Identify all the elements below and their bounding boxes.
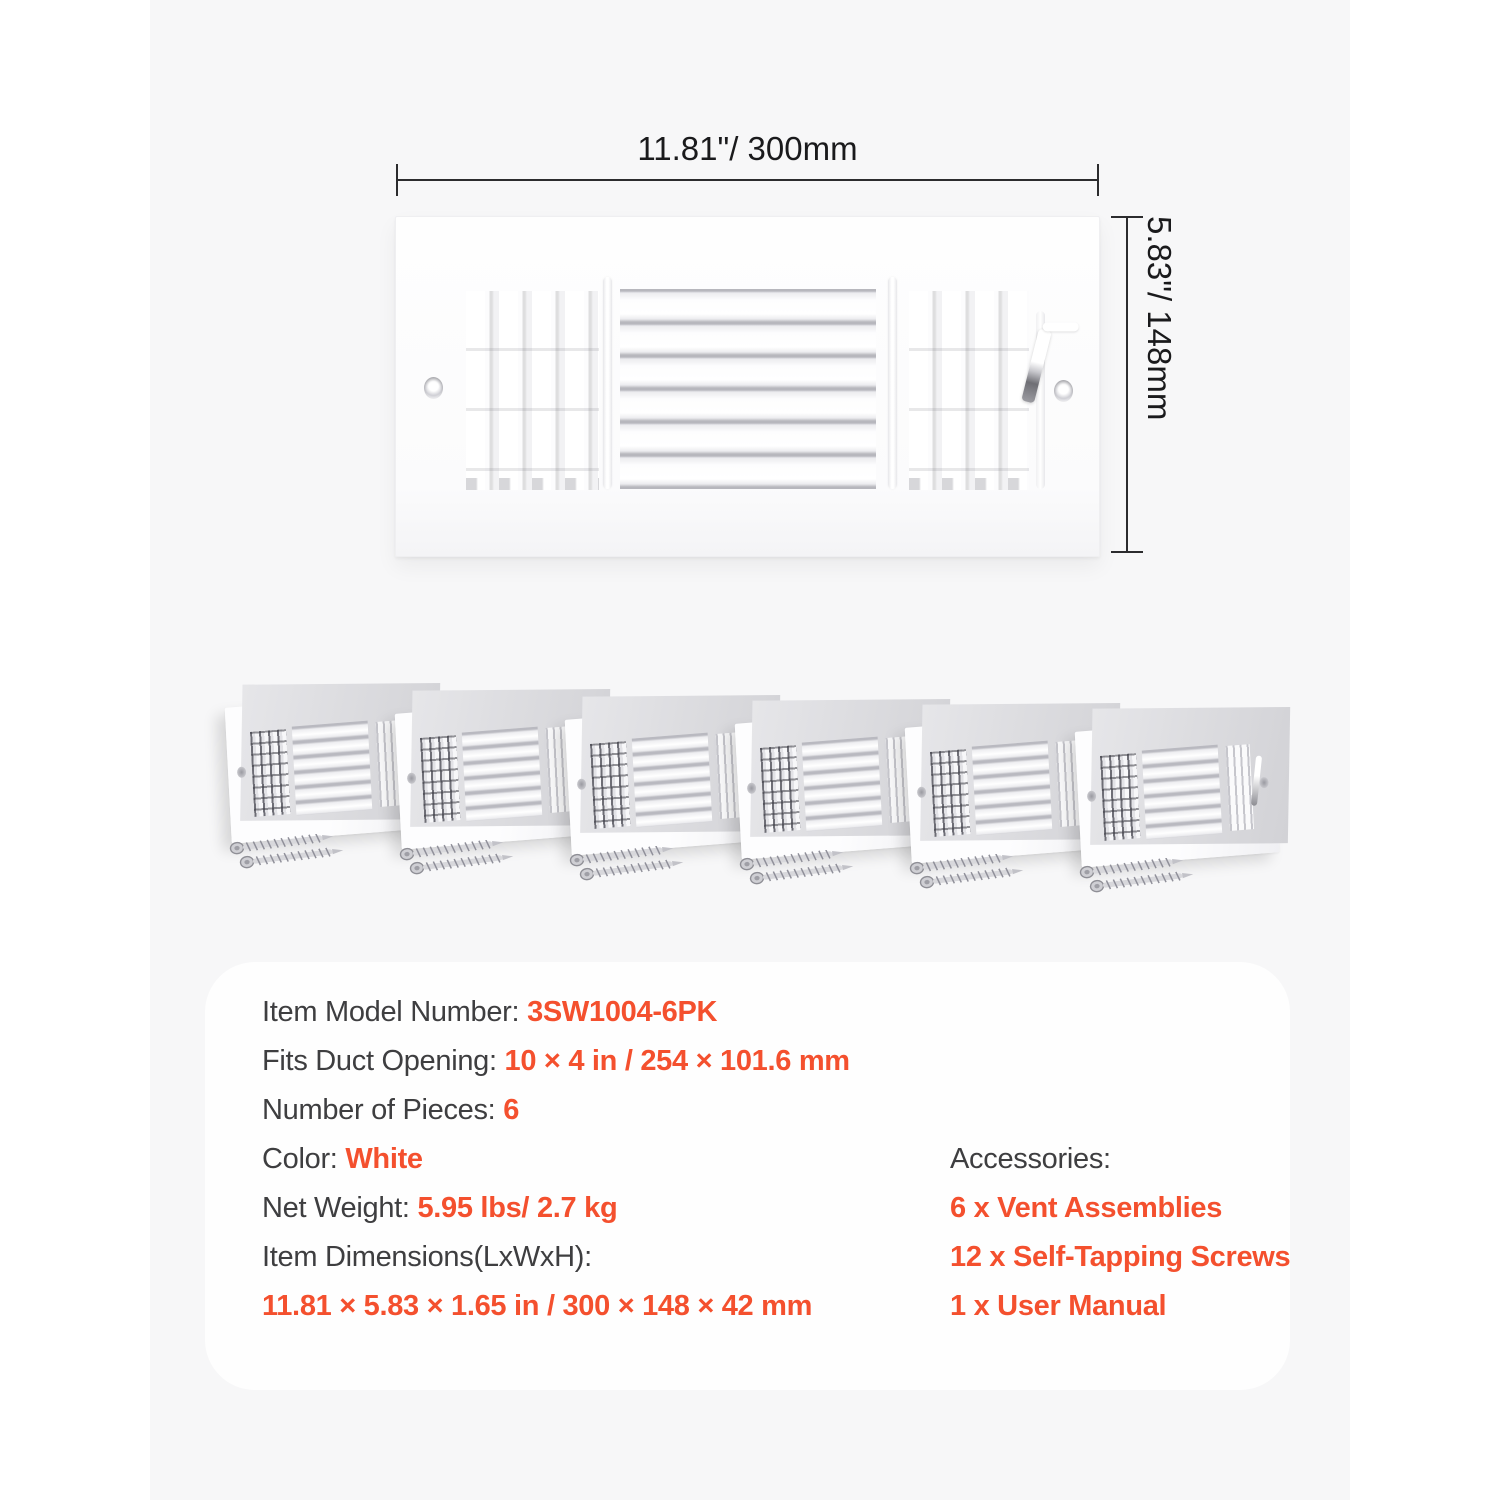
accessory-item: 1 x User Manual — [950, 1290, 1167, 1322]
vent-register-front-view — [395, 216, 1100, 557]
spec-label: Net Weight: — [262, 1192, 418, 1224]
dimension-tick — [1097, 164, 1099, 196]
spec-label: Item Dimensions(LxWxH): — [262, 1241, 592, 1273]
spec-label: Item Model Number: — [262, 996, 528, 1028]
accessory-item: 6 x Vent Assemblies — [950, 1192, 1223, 1224]
accessory-item: 12 x Self-Tapping Screws — [950, 1241, 1291, 1273]
dimension-tick — [396, 164, 398, 196]
spec-row-color — [262, 1139, 423, 1179]
spec-value: White — [345, 1143, 423, 1175]
width-dimension-label: 11.81"/ 300mm — [637, 130, 858, 167]
height-dimension-label: 5.83"/ 148mm — [1141, 216, 1178, 421]
spec-value: 6 — [503, 1094, 520, 1126]
height-dimension-line — [1126, 216, 1128, 553]
screw-hole — [424, 377, 443, 399]
left-vertical-louvers — [466, 291, 599, 490]
spec-row-net-weight — [262, 1188, 617, 1228]
spec-row-dimensions-label — [262, 1237, 592, 1277]
panel-divider — [603, 277, 612, 489]
panel-divider — [888, 277, 897, 489]
dimension-tick — [1111, 551, 1143, 553]
spec-label: Color: — [262, 1143, 346, 1175]
spec-label: Number of Pieces: — [262, 1094, 504, 1126]
center-horizontal-louvers — [620, 289, 876, 489]
spec-label: Fits Duct Opening: — [262, 1045, 505, 1077]
spec-value: 5.95 lbs/ 2.7 kg — [417, 1192, 618, 1224]
spec-value: 11.81 × 5.83 × 1.65 in / 300 × 148 × 42 mm — [262, 1290, 813, 1322]
spec-row-pieces — [262, 1090, 519, 1130]
spec-row-dimensions-value — [262, 1286, 812, 1326]
spec-card — [205, 962, 1290, 1390]
width-dimension-line — [396, 179, 1099, 181]
spec-value: 3SW1004-6PK — [527, 996, 718, 1028]
right-vertical-louvers — [909, 291, 1029, 490]
spec-row-model — [262, 992, 717, 1032]
dimension-tick — [1111, 216, 1143, 218]
spec-row-duct-opening — [262, 1041, 850, 1081]
screw-hole — [1054, 380, 1073, 402]
accessories-title: Accessories: — [950, 1143, 1111, 1175]
spec-value: 10 × 4 in / 254 × 101.6 mm — [504, 1045, 850, 1077]
